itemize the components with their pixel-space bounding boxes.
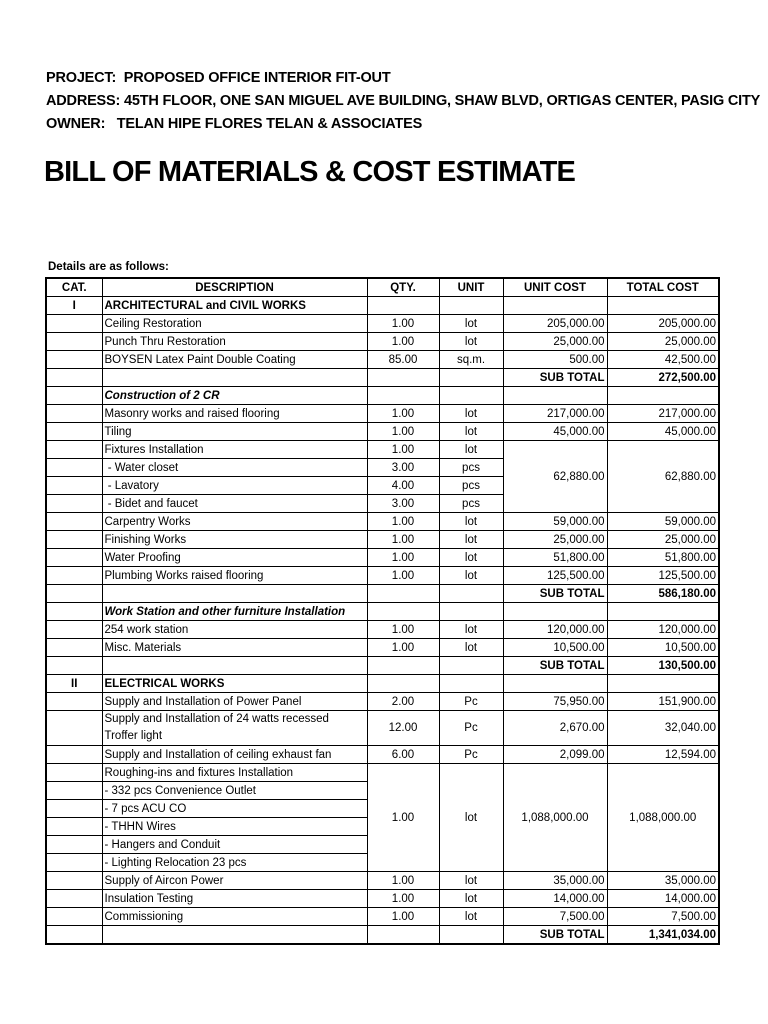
item-total-cost: 62,880.00 — [607, 441, 719, 513]
item-unit-cost: 25,000.00 — [503, 333, 607, 351]
item-qty: 1.00 — [367, 639, 439, 657]
sub-item-description: - 7 pcs ACU CO — [102, 800, 367, 818]
owner-label: OWNER: — [46, 116, 106, 132]
col-header-qty: QTY. — [367, 278, 439, 297]
address-value: 45TH FLOOR, ONE SAN MIGUEL AVE BUILDING, SHAW BLVD, ORTIGAS CENTER, PASIG CITY — [123, 93, 761, 109]
item-unit-cost: 25,000.00 — [503, 531, 607, 549]
table-row — [46, 693, 719, 711]
item-unit: lot — [439, 531, 503, 549]
item-qty: 1.00 — [367, 621, 439, 639]
subtotal-value: 1,341,034.00 — [607, 926, 719, 945]
item-qty: 85.00 — [367, 351, 439, 369]
item-qty: 6.00 — [367, 746, 439, 764]
item-description: Plumbing Works raised flooring — [102, 567, 367, 585]
sub-item-description: - Bidet and faucet — [102, 495, 367, 513]
item-total-cost: 42,500.00 — [607, 351, 719, 369]
item-description: Supply and Installation of Power Panel — [102, 693, 367, 711]
col-header-unit: UNIT — [439, 278, 503, 297]
item-description: Roughing-ins and fixtures Installation — [102, 764, 367, 782]
item-unit: lot — [439, 908, 503, 926]
item-total-cost: 25,000.00 — [607, 531, 719, 549]
table-row — [46, 567, 719, 585]
table-row — [46, 908, 719, 926]
item-unit: lot — [439, 333, 503, 351]
section-row — [46, 603, 719, 621]
item-description: Water Proofing — [102, 549, 367, 567]
item-total-cost: 120,000.00 — [607, 621, 719, 639]
item-qty: 1.00 — [367, 423, 439, 441]
category-row — [46, 297, 719, 315]
table-row — [46, 549, 719, 567]
item-unit: lot — [439, 405, 503, 423]
sub-item-description: - THHN Wires — [102, 818, 367, 836]
sub-item-description: - Hangers and Conduit — [102, 836, 367, 854]
category-code: I — [46, 297, 102, 315]
project-value: PROPOSED OFFICE INTERIOR FIT-OUT — [123, 70, 391, 86]
item-total-cost: 205,000.00 — [607, 315, 719, 333]
address-label: ADDRESS: — [46, 93, 121, 109]
project-label: PROJECT: — [46, 70, 117, 86]
subtotal-label: SUB TOTAL — [503, 657, 607, 675]
item-description: Carpentry Works — [102, 513, 367, 531]
item-unit: lot — [439, 621, 503, 639]
item-total-cost: 32,040.00 — [607, 711, 719, 746]
table-row — [46, 639, 719, 657]
item-unit-cost: 500.00 — [503, 351, 607, 369]
item-qty: 1.00 — [367, 531, 439, 549]
subtotal-value: 586,180.00 — [607, 585, 719, 603]
table-row — [46, 764, 719, 782]
item-qty: 1.00 — [367, 764, 439, 872]
item-unit: lot — [439, 549, 503, 567]
bill-of-materials-table — [45, 277, 720, 945]
item-unit: sq.m. — [439, 351, 503, 369]
item-qty: 1.00 — [367, 549, 439, 567]
item-qty: 1.00 — [367, 405, 439, 423]
item-unit: Pc — [439, 746, 503, 764]
item-unit-cost: 45,000.00 — [503, 423, 607, 441]
subtotal-row — [46, 926, 719, 945]
item-description: Ceiling Restoration — [102, 315, 367, 333]
item-unit: lot — [439, 567, 503, 585]
item-unit-cost: 205,000.00 — [503, 315, 607, 333]
item-total-cost: 51,800.00 — [607, 549, 719, 567]
item-unit: lot — [439, 639, 503, 657]
item-total-cost: 7,500.00 — [607, 908, 719, 926]
item-total-cost: 125,500.00 — [607, 567, 719, 585]
item-description: Supply and Installation of 24 watts recessed Troffer light — [102, 711, 367, 746]
item-unit: lot — [439, 423, 503, 441]
item-qty: 4.00 — [367, 477, 439, 495]
sub-item-description: - 332 pcs Convenience Outlet — [102, 782, 367, 800]
item-qty: 1.00 — [367, 890, 439, 908]
item-unit: lot — [439, 872, 503, 890]
table-row — [46, 351, 719, 369]
item-unit-cost: 125,500.00 — [503, 567, 607, 585]
item-unit-cost: 10,500.00 — [503, 639, 607, 657]
item-description: BOYSEN Latex Paint Double Coating — [102, 351, 367, 369]
item-total-cost: 151,900.00 — [607, 693, 719, 711]
table-row — [46, 621, 719, 639]
item-qty: 1.00 — [367, 513, 439, 531]
item-unit-cost: 62,880.00 — [503, 441, 607, 513]
item-qty: 1.00 — [367, 441, 439, 459]
section-row — [46, 387, 719, 405]
item-total-cost: 25,000.00 — [607, 333, 719, 351]
subtotal-label: SUB TOTAL — [503, 926, 607, 945]
table-row — [46, 423, 719, 441]
table-row — [46, 315, 719, 333]
item-unit-cost: 75,950.00 — [503, 693, 607, 711]
item-unit: Pc — [439, 693, 503, 711]
item-total-cost: 45,000.00 — [607, 423, 719, 441]
col-header-description: DESCRIPTION — [102, 278, 367, 297]
category-code: II — [46, 675, 102, 693]
col-header-unit-cost: UNIT COST — [503, 278, 607, 297]
item-description: Commissioning — [102, 908, 367, 926]
item-unit-cost: 59,000.00 — [503, 513, 607, 531]
item-unit-cost: 51,800.00 — [503, 549, 607, 567]
item-unit: lot — [439, 513, 503, 531]
section-heading: Work Station and other furniture Installation — [102, 603, 367, 621]
item-unit-cost: 7,500.00 — [503, 908, 607, 926]
item-unit-cost: 2,670.00 — [503, 711, 607, 746]
item-description: Supply and Installation of ceiling exhaust fan — [102, 746, 367, 764]
item-description: Punch Thru Restoration — [102, 333, 367, 351]
subtotal-label: SUB TOTAL — [503, 585, 607, 603]
sub-item-description: - Lavatory — [102, 477, 367, 495]
item-qty: 3.00 — [367, 495, 439, 513]
item-qty: 2.00 — [367, 693, 439, 711]
subtotal-row — [46, 585, 719, 603]
category-heading: ELECTRICAL WORKS — [102, 675, 367, 693]
table-row — [46, 711, 719, 746]
item-description: Insulation Testing — [102, 890, 367, 908]
subtotal-label: SUB TOTAL — [503, 369, 607, 387]
item-total-cost: 12,594.00 — [607, 746, 719, 764]
table-row — [46, 872, 719, 890]
item-description: Tiling — [102, 423, 367, 441]
item-unit: lot — [439, 441, 503, 459]
owner-value: TELAN HIPE FLORES TELAN & ASSOCIATES — [116, 116, 423, 132]
table-header-row — [46, 278, 719, 297]
subtotal-value: 130,500.00 — [607, 657, 719, 675]
category-heading: ARCHITECTURAL and CIVIL WORKS — [102, 297, 367, 315]
item-unit-cost: 14,000.00 — [503, 890, 607, 908]
table-row — [46, 890, 719, 908]
address-line — [46, 93, 760, 109]
item-unit-cost: 35,000.00 — [503, 872, 607, 890]
item-description: Fixtures Installation — [102, 441, 367, 459]
item-unit: lot — [439, 890, 503, 908]
item-total-cost: 59,000.00 — [607, 513, 719, 531]
item-qty: 1.00 — [367, 567, 439, 585]
sub-item-description: - Lighting Relocation 23 pcs — [102, 854, 367, 872]
item-description: 254 work station — [102, 621, 367, 639]
table-row — [46, 441, 719, 459]
item-unit: lot — [439, 764, 503, 872]
section-heading: Construction of 2 CR — [102, 387, 367, 405]
item-qty: 3.00 — [367, 459, 439, 477]
table-row — [46, 333, 719, 351]
category-row — [46, 675, 719, 693]
item-qty: 1.00 — [367, 908, 439, 926]
table-row — [46, 531, 719, 549]
item-description: Finishing Works — [102, 531, 367, 549]
subtotal-row — [46, 369, 719, 387]
subtotal-value: 272,500.00 — [607, 369, 719, 387]
item-unit: pcs — [439, 495, 503, 513]
item-qty: 1.00 — [367, 872, 439, 890]
item-total-cost: 14,000.00 — [607, 890, 719, 908]
item-unit: Pc — [439, 711, 503, 746]
item-description: Misc. Materials — [102, 639, 367, 657]
item-description: Masonry works and raised flooring — [102, 405, 367, 423]
item-unit: pcs — [439, 459, 503, 477]
item-total-cost: 10,500.00 — [607, 639, 719, 657]
item-qty: 12.00 — [367, 711, 439, 746]
page-title: BILL OF MATERIALS & COST ESTIMATE — [44, 156, 576, 188]
item-unit-cost: 1,088,000.00 — [503, 764, 607, 872]
item-unit-cost: 120,000.00 — [503, 621, 607, 639]
owner-line — [46, 116, 422, 132]
item-unit: pcs — [439, 477, 503, 495]
item-qty: 1.00 — [367, 333, 439, 351]
item-description: Supply of Aircon Power — [102, 872, 367, 890]
item-total-cost: 217,000.00 — [607, 405, 719, 423]
item-unit: lot — [439, 315, 503, 333]
details-label: Details are as follows: — [48, 261, 169, 273]
project-line — [46, 70, 390, 86]
item-total-cost: 35,000.00 — [607, 872, 719, 890]
col-header-cat: CAT. — [46, 278, 102, 297]
sub-item-description: - Water closet — [102, 459, 367, 477]
item-total-cost: 1,088,000.00 — [607, 764, 719, 872]
table-row — [46, 513, 719, 531]
col-header-total-cost: TOTAL COST — [607, 278, 719, 297]
table-row — [46, 405, 719, 423]
table-row — [46, 746, 719, 764]
item-unit-cost: 217,000.00 — [503, 405, 607, 423]
item-unit-cost: 2,099.00 — [503, 746, 607, 764]
item-qty: 1.00 — [367, 315, 439, 333]
subtotal-row — [46, 657, 719, 675]
